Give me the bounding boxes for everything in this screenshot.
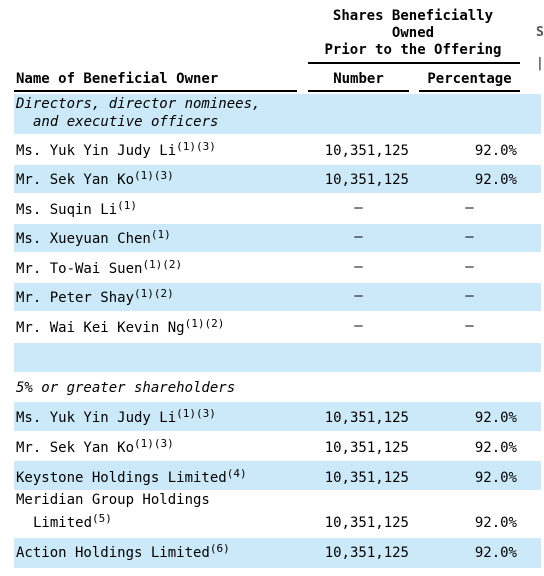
section-title: 5% or greater shareholders	[16, 380, 236, 396]
section-title-line-1: Directors, director nominees,	[16, 96, 261, 112]
section-header-directors	[14, 94, 541, 134]
column-group-header	[306, 8, 520, 59]
footnote-ref: (1)(2)	[184, 317, 225, 330]
shares-percentage: —	[465, 318, 474, 334]
table-row	[14, 313, 541, 341]
owner-name: Keystone Holdings Limited$^{(4)}$	[16, 467, 247, 486]
table-row	[14, 136, 541, 164]
table-row	[14, 165, 541, 193]
column-group-line-2: Owned	[391, 25, 435, 41]
owner-name: Action Holdings Limited$^{(6)}$	[16, 542, 230, 561]
table-row	[14, 224, 541, 252]
owner-name: Mr. Sek Yan $Ko^{(1)(3)}$	[16, 437, 174, 456]
shares-number: 10,351,125	[324, 172, 409, 188]
footnote-ref: (4)	[226, 467, 247, 480]
number-header-rule	[308, 90, 409, 92]
section-title-line-2: and executive officers	[33, 114, 219, 130]
shares-number: 10,351,125	[324, 410, 409, 426]
shares-percentage: —	[465, 200, 474, 216]
shares-percentage: 92.0%	[474, 172, 517, 188]
table-row	[14, 402, 541, 431]
owner-name-line-1: Meridian Group Holdings	[16, 492, 210, 508]
table-row	[14, 283, 541, 311]
owner-name: Ms. Yuk Yin Judy $Li^{(1)(3)}$	[16, 407, 216, 426]
footnote-ref: (1)(3)	[176, 140, 216, 153]
shares-number: —	[354, 288, 363, 304]
name-header-rule	[14, 90, 297, 92]
footnote-ref: (1)	[150, 228, 171, 241]
table-row	[14, 432, 541, 460]
shares-number: 10,351,125	[324, 515, 409, 531]
footnote-ref: (1)	[117, 199, 138, 212]
shares-percentage: 92.0%	[474, 143, 517, 159]
table-row	[14, 491, 541, 536]
table-row	[14, 461, 541, 490]
shares-number: 10,351,125	[324, 440, 409, 456]
adjacent-column-edge-rule: |	[536, 56, 544, 71]
column-header-number: Number	[333, 71, 384, 87]
column-group-line-3: Prior to the Offering	[324, 42, 502, 58]
owner-name: Ms. Suqin Li$^{(1)}$	[16, 199, 138, 218]
owner-name: Mr. Sek Yan $Ko^{(1)(3)}$	[16, 169, 174, 188]
shares-number: —	[354, 259, 363, 275]
shares-percentage: 92.0%	[474, 440, 517, 456]
shares-number: —	[354, 200, 363, 216]
percentage-header-rule	[419, 90, 520, 92]
footnote-ref: (1)(3)	[134, 437, 174, 450]
shares-percentage: 92.0%	[474, 545, 517, 561]
footnote-ref: (6)	[209, 542, 230, 555]
owner-name-line-2: Limited$^{(5)}$	[33, 512, 112, 531]
shares-percentage: —	[465, 288, 474, 304]
column-group-line-1: Shares Beneficially	[332, 8, 494, 24]
column-header-percentage: Percentage	[427, 71, 512, 87]
shares-percentage: —	[465, 259, 474, 275]
owner-name: Mr. Peter Shay$^{(1)(2)}$	[16, 287, 174, 306]
owner-name: Mr. Wai Kei Kevin $Ng^{(1)(2)}$	[16, 317, 225, 336]
table-row	[14, 538, 541, 568]
owner-name: Ms. Yuk Yin Judy $Li^{(1)(3)}$	[16, 140, 216, 159]
blank-spacer-row	[14, 343, 541, 372]
owner-name: Ms. Xueyuan Chen$^{(1)}$	[16, 228, 171, 247]
adjacent-column-edge-mark: S	[536, 25, 544, 40]
shares-number: 10,351,125	[324, 545, 409, 561]
shares-number: 10,351,125	[324, 470, 409, 486]
column-header-name: Name of Beneficial Owner	[16, 71, 219, 87]
table-row	[14, 195, 541, 223]
table-row	[14, 254, 541, 282]
shares-percentage: 92.0%	[474, 515, 517, 531]
footnote-ref: (1)(2)	[134, 287, 174, 300]
shares-number: 10,351,125	[324, 143, 409, 159]
footnote-ref: (5)	[92, 512, 112, 525]
shares-percentage: 92.0%	[474, 470, 517, 486]
group-header-rule	[308, 62, 520, 64]
shares-percentage: 92.0%	[474, 410, 517, 426]
section-header-greater-shareholders	[14, 373, 541, 401]
shares-percentage: —	[465, 229, 474, 245]
footnote-ref: (1)(3)	[176, 407, 216, 420]
footnote-ref: (1)(2)	[142, 258, 183, 271]
owner-name: Mr. To-Wai Suen$^{(1)(2)}$	[16, 258, 183, 277]
shares-number: —	[354, 229, 363, 245]
shares-number: —	[354, 318, 363, 334]
footnote-ref: (1)(3)	[134, 169, 174, 182]
